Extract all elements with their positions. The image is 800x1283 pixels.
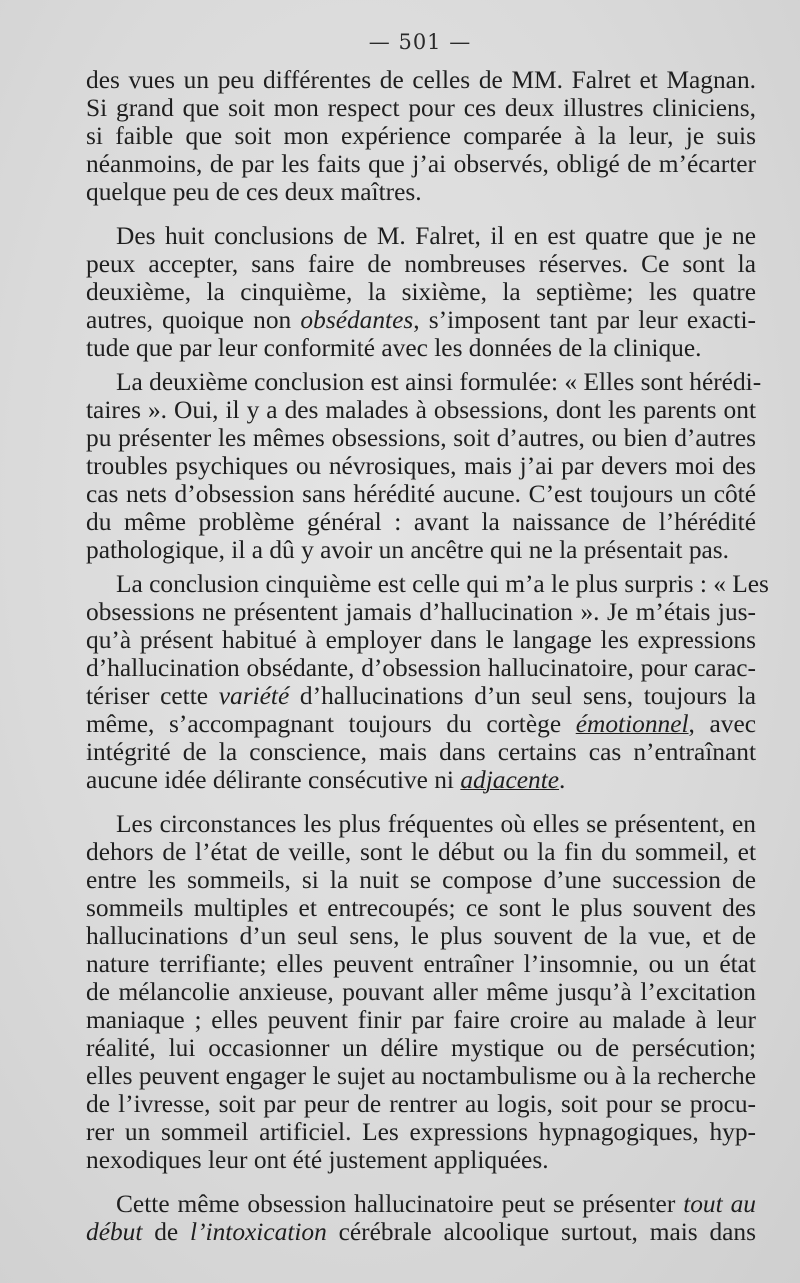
text-run: de	[154, 1218, 191, 1246]
text-line: intégrité de la conscience, mais dans certains cas n’entraînant	[86, 738, 756, 766]
text-line: cas nets d’obsession sans hérédité aucune. C’est toujours un côté	[86, 480, 756, 508]
text-line	[86, 766, 756, 794]
text-line: tude que par leur conformité avec les données de la clinique.	[86, 334, 702, 362]
text-run: même, s’accompagnant toujours du cortège	[86, 710, 576, 738]
page-number: — 501 —	[368, 30, 472, 54]
paragraph-2	[86, 222, 756, 362]
text-line: elles peuvent engager le sujet au noctambulisme ou à la recherche	[86, 1062, 756, 1090]
text-run: aucune idée délirante consécutive ni	[86, 766, 461, 794]
text-run: , s’imposent tant par leur exacti-	[413, 306, 756, 334]
text-line: deuxième, la cinquième, la sixième, la septième; les quatre	[86, 278, 756, 306]
text-line: dehors de l’état de veille, sont le début ou la fin du sommeil, et	[86, 838, 756, 866]
text-line: entre les sommeils, si la nuit se compose d’une succession de	[86, 866, 756, 894]
text-line: obsessions ne présentent jamais d’hallucination ». Je m’étais jus-	[86, 598, 756, 626]
text-line: Des huit conclusions de M. Falret, il en est quatre que je ne	[116, 222, 756, 250]
body-text	[86, 66, 769, 1246]
emphasis-emotionnel: émotionnel	[575, 710, 689, 738]
paragraph-4	[86, 570, 769, 794]
text-line	[86, 682, 756, 710]
text-line: qu’à présent habitué à employer dans le langage les expressions	[86, 626, 756, 654]
text-line: taires ». Oui, il y a des malades à obsessions, dont les parents ont	[86, 396, 756, 424]
text-line	[86, 1218, 756, 1246]
text-run: cérébrale alcoolique surtout, mais dans	[326, 1218, 756, 1246]
text-line: hallucinations d’un seul sens, le plus souvent de la vue, et de	[86, 922, 756, 950]
text-run: d’hallucinations d’un seul sens, toujours la	[289, 682, 756, 710]
text-line: pu présenter les mêmes obsessions, soit d’autres, ou bien d’autres	[86, 424, 756, 452]
paragraph-5	[86, 810, 756, 1174]
emphasis-intoxication: l’intoxication	[190, 1218, 327, 1246]
text-line	[86, 710, 756, 738]
emphasis-obsedantes: obsédantes	[300, 306, 414, 334]
text-run: .	[559, 766, 566, 794]
text-line: d’hallucination obsédante, d’obsession hallucinatoire, pour carac-	[86, 654, 756, 682]
emphasis-variete: variété	[218, 682, 290, 710]
text-line: de l’ivresse, soit par peur de rentrer au logis, soit pour se procu-	[86, 1090, 756, 1118]
paragraph-3	[86, 368, 762, 564]
text-line: La conclusion cinquième est celle qui m’a le plus surpris : « Les	[116, 570, 769, 598]
text-line: maniaque ; elles peuvent finir par faire croire au malade à leur	[86, 1006, 756, 1034]
text-run: , avec	[688, 710, 757, 738]
emphasis-tout-au: tout au	[683, 1190, 756, 1218]
text-line: néanmoins, de par les faits que j’ai observés, obligé de m’écarter	[86, 150, 756, 178]
text-line: rer un sommeil artificiel. Les expressions hypnagogiques, hyp-	[86, 1118, 756, 1146]
text-line: pathologique, il a dû y avoir un ancêtre qui ne la présentait pas.	[86, 536, 730, 564]
text-line: Si grand que soit mon respect pour ces deux illustres cliniciens,	[86, 94, 756, 122]
text-line	[86, 306, 756, 334]
text-line: La deuxième conclusion est ainsi formulée: « Elles sont hérédi-	[116, 368, 762, 396]
paragraph-6	[86, 1190, 756, 1246]
text-line: quelque peu de ces deux maîtres.	[86, 178, 422, 206]
text-line: si faible que soit mon expérience comparée à la leur, je suis	[86, 122, 756, 150]
text-line: sommeils multiples et entrecoupés; ce sont le plus souvent des	[86, 894, 756, 922]
text-line: peux accepter, sans faire de nombreuses réserves. Ce sont la	[86, 250, 756, 278]
text-run: Cette même obsession hallucinatoire peut se présenter	[116, 1190, 684, 1218]
emphasis-adjacente: adjacente	[460, 766, 560, 794]
text-line: réalité, lui occasionner un délire mystique ou de persécution;	[86, 1034, 756, 1062]
text-line: nature terrifiante; elles peuvent entraîner l’insomnie, ou un état	[86, 950, 756, 978]
text-run: tériser cette	[86, 682, 219, 710]
text-line: de mélancolie anxieuse, pouvant aller même jusqu’à l’excitation	[86, 978, 756, 1006]
text-line	[86, 1190, 756, 1218]
text-line: nexodiques leur ont été justement appliquées.	[86, 1146, 549, 1174]
text-run: autres, quoique non	[86, 306, 301, 334]
text-line: des vues un peu différentes de celles de MM. Falret et Magnan.	[86, 66, 756, 94]
emphasis-debut: début	[86, 1218, 143, 1246]
text-line: du même problème général : avant la naissance de l’hérédité	[86, 508, 756, 536]
paragraph-1	[86, 66, 756, 206]
text-line: troubles psychiques ou névrosiques, mais j’ai par devers moi des	[86, 452, 756, 480]
text-line: Les circonstances les plus fréquentes où elles se présentent, en	[116, 810, 756, 838]
